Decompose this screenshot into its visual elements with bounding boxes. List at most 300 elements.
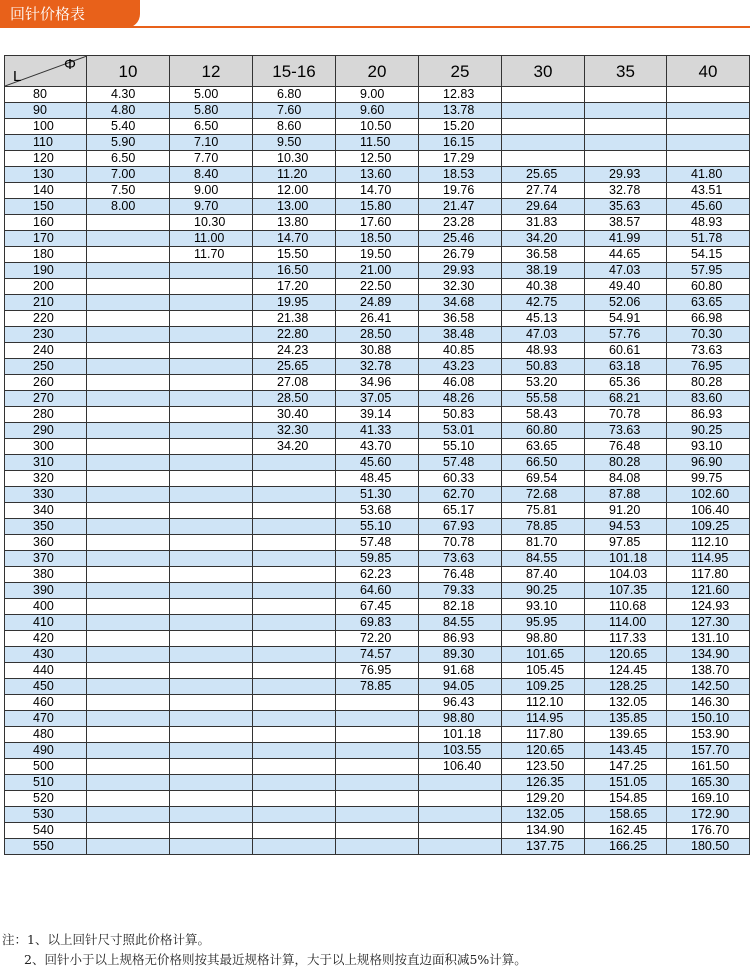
price-cell: 84.55 <box>502 551 585 567</box>
price-cell: 67.93 <box>419 519 502 535</box>
length-cell: 190 <box>5 263 87 279</box>
price-cell <box>336 791 419 807</box>
price-cell: 143.45 <box>585 743 667 759</box>
price-cell: 70.78 <box>585 407 667 423</box>
price-cell <box>170 327 253 343</box>
price-cell: 172.90 <box>667 807 750 823</box>
price-cell: 28.50 <box>336 327 419 343</box>
price-cell: 48.93 <box>667 215 750 231</box>
table-row <box>5 119 750 135</box>
price-cell: 60.61 <box>585 343 667 359</box>
table-row <box>5 679 750 695</box>
price-cell: 120.65 <box>502 743 585 759</box>
price-cell <box>253 535 336 551</box>
price-cell: 19.95 <box>253 295 336 311</box>
price-cell <box>419 823 502 839</box>
price-cell: 142.50 <box>667 679 750 695</box>
price-cell: 39.14 <box>336 407 419 423</box>
price-cell <box>170 807 253 823</box>
price-cell: 114.95 <box>502 711 585 727</box>
note-line-1: 注：1、以上回针尺寸照此价格计算。 <box>2 932 210 947</box>
price-cell: 137.75 <box>502 839 585 855</box>
price-cell <box>87 583 170 599</box>
price-cell: 96.43 <box>419 695 502 711</box>
price-cell <box>253 647 336 663</box>
price-cell <box>170 279 253 295</box>
price-cell: 19.76 <box>419 183 502 199</box>
price-cell: 154.85 <box>585 791 667 807</box>
price-cell: 76.48 <box>585 439 667 455</box>
price-cell <box>87 647 170 663</box>
price-cell <box>170 679 253 695</box>
price-cell <box>336 839 419 855</box>
price-cell: 93.10 <box>667 439 750 455</box>
price-cell: 112.10 <box>667 535 750 551</box>
price-cell: 110.68 <box>585 599 667 615</box>
price-cell <box>87 759 170 775</box>
price-cell <box>170 391 253 407</box>
length-cell: 280 <box>5 407 87 423</box>
price-cell: 16.50 <box>253 263 336 279</box>
price-cell: 24.23 <box>253 343 336 359</box>
price-cell: 30.88 <box>336 343 419 359</box>
table-row <box>5 551 750 567</box>
price-cell: 60.80 <box>502 423 585 439</box>
price-cell: 40.38 <box>502 279 585 295</box>
price-cell: 87.40 <box>502 567 585 583</box>
price-cell: 73.63 <box>585 423 667 439</box>
length-cell: 550 <box>5 839 87 855</box>
price-cell: 120.65 <box>585 647 667 663</box>
price-cell: 32.30 <box>253 423 336 439</box>
price-cell: 84.55 <box>419 615 502 631</box>
length-cell: 540 <box>5 823 87 839</box>
price-cell <box>87 375 170 391</box>
length-cell: 320 <box>5 471 87 487</box>
price-cell <box>87 391 170 407</box>
price-cell: 49.40 <box>585 279 667 295</box>
price-cell: 8.60 <box>253 119 336 135</box>
price-cell <box>170 343 253 359</box>
price-cell: 40.85 <box>419 343 502 359</box>
price-cell <box>253 775 336 791</box>
price-cell <box>502 151 585 167</box>
price-cell: 52.06 <box>585 295 667 311</box>
price-cell: 57.48 <box>419 455 502 471</box>
price-cell <box>502 87 585 103</box>
price-cell: 18.53 <box>419 167 502 183</box>
table-row <box>5 823 750 839</box>
price-cell: 50.83 <box>502 359 585 375</box>
price-cell: 13.78 <box>419 103 502 119</box>
table-row <box>5 471 750 487</box>
price-cell: 50.83 <box>419 407 502 423</box>
price-cell: 66.50 <box>502 455 585 471</box>
price-cell: 14.70 <box>253 231 336 247</box>
column-header: 10 <box>87 56 170 87</box>
price-cell: 43.70 <box>336 439 419 455</box>
price-cell <box>87 679 170 695</box>
length-cell: 310 <box>5 455 87 471</box>
price-cell: 169.10 <box>667 791 750 807</box>
price-cell: 6.50 <box>87 151 170 167</box>
table-row <box>5 663 750 679</box>
table-row <box>5 695 750 711</box>
price-cell <box>336 775 419 791</box>
price-cell: 32.30 <box>419 279 502 295</box>
price-cell: 27.08 <box>253 375 336 391</box>
price-cell: 54.15 <box>667 247 750 263</box>
price-cell <box>170 551 253 567</box>
price-cell: 180.50 <box>667 839 750 855</box>
price-cell <box>87 727 170 743</box>
price-cell: 23.28 <box>419 215 502 231</box>
price-cell: 44.65 <box>585 247 667 263</box>
price-cell: 51.30 <box>336 487 419 503</box>
price-cell: 127.30 <box>667 615 750 631</box>
price-cell: 28.50 <box>253 391 336 407</box>
price-cell <box>667 87 750 103</box>
price-cell: 19.50 <box>336 247 419 263</box>
price-cell: 67.45 <box>336 599 419 615</box>
price-cell: 97.85 <box>585 535 667 551</box>
length-cell: 80 <box>5 87 87 103</box>
price-cell: 22.80 <box>253 327 336 343</box>
price-cell <box>170 647 253 663</box>
price-cell <box>667 119 750 135</box>
price-cell: 93.10 <box>502 599 585 615</box>
price-cell: 80.28 <box>585 455 667 471</box>
price-cell: 13.60 <box>336 167 419 183</box>
price-cell <box>170 743 253 759</box>
price-cell: 48.26 <box>419 391 502 407</box>
length-cell: 200 <box>5 279 87 295</box>
price-cell: 26.79 <box>419 247 502 263</box>
length-cell: 260 <box>5 375 87 391</box>
table-row <box>5 263 750 279</box>
price-cell: 27.74 <box>502 183 585 199</box>
price-cell: 63.18 <box>585 359 667 375</box>
length-cell: 450 <box>5 679 87 695</box>
price-cell <box>170 519 253 535</box>
price-cell: 11.70 <box>170 247 253 263</box>
length-cell: 410 <box>5 615 87 631</box>
page-title-tab <box>0 0 140 28</box>
column-header: 35 <box>585 56 667 87</box>
price-cell <box>667 103 750 119</box>
price-cell: 91.20 <box>585 503 667 519</box>
price-cell: 4.80 <box>87 103 170 119</box>
table-row <box>5 839 750 855</box>
price-cell: 139.65 <box>585 727 667 743</box>
length-cell: 360 <box>5 535 87 551</box>
length-cell: 350 <box>5 519 87 535</box>
price-cell: 69.54 <box>502 471 585 487</box>
price-cell <box>253 551 336 567</box>
price-cell: 72.20 <box>336 631 419 647</box>
price-cell: 101.18 <box>419 727 502 743</box>
price-cell <box>502 135 585 151</box>
price-cell: 12.83 <box>419 87 502 103</box>
price-cell: 78.85 <box>502 519 585 535</box>
price-cell: 21.47 <box>419 199 502 215</box>
price-cell: 55.58 <box>502 391 585 407</box>
price-cell <box>253 823 336 839</box>
price-cell <box>170 631 253 647</box>
price-cell <box>87 807 170 823</box>
price-cell <box>419 839 502 855</box>
price-cell: 10.30 <box>253 151 336 167</box>
price-cell: 65.17 <box>419 503 502 519</box>
table-row <box>5 583 750 599</box>
price-cell: 5.40 <box>87 119 170 135</box>
price-cell: 72.68 <box>502 487 585 503</box>
price-cell: 64.60 <box>336 583 419 599</box>
price-cell: 132.05 <box>585 695 667 711</box>
price-cell: 65.36 <box>585 375 667 391</box>
table-row <box>5 567 750 583</box>
price-cell: 134.90 <box>667 647 750 663</box>
price-cell: 98.80 <box>419 711 502 727</box>
length-cell: 520 <box>5 791 87 807</box>
price-cell: 94.05 <box>419 679 502 695</box>
price-cell <box>336 823 419 839</box>
length-cell: 110 <box>5 135 87 151</box>
length-cell: 180 <box>5 247 87 263</box>
price-cell: 135.85 <box>585 711 667 727</box>
table-row <box>5 295 750 311</box>
price-cell: 36.58 <box>502 247 585 263</box>
length-cell: 160 <box>5 215 87 231</box>
price-cell <box>253 727 336 743</box>
price-cell: 62.70 <box>419 487 502 503</box>
table-row <box>5 743 750 759</box>
price-cell: 51.78 <box>667 231 750 247</box>
price-cell: 151.05 <box>585 775 667 791</box>
price-cell: 11.00 <box>170 231 253 247</box>
price-cell: 22.50 <box>336 279 419 295</box>
price-cell <box>87 487 170 503</box>
price-cell: 35.63 <box>585 199 667 215</box>
price-cell: 55.10 <box>419 439 502 455</box>
price-cell <box>253 455 336 471</box>
price-cell: 41.80 <box>667 167 750 183</box>
price-cell: 38.57 <box>585 215 667 231</box>
table-row <box>5 535 750 551</box>
price-cell: 9.00 <box>336 87 419 103</box>
table-row <box>5 327 750 343</box>
price-cell <box>87 567 170 583</box>
table-row <box>5 391 750 407</box>
price-cell: 89.30 <box>419 647 502 663</box>
table-row <box>5 455 750 471</box>
table-row <box>5 759 750 775</box>
table-row <box>5 519 750 535</box>
price-cell: 46.08 <box>419 375 502 391</box>
price-cell <box>419 775 502 791</box>
table-row <box>5 711 750 727</box>
table-row <box>5 199 750 215</box>
price-cell <box>419 791 502 807</box>
price-cell <box>87 439 170 455</box>
price-cell: 34.68 <box>419 295 502 311</box>
price-cell: 5.90 <box>87 135 170 151</box>
price-cell: 53.68 <box>336 503 419 519</box>
price-cell <box>170 295 253 311</box>
price-cell: 21.38 <box>253 311 336 327</box>
length-cell: 390 <box>5 583 87 599</box>
price-cell: 81.70 <box>502 535 585 551</box>
price-cell: 162.45 <box>585 823 667 839</box>
price-cell: 37.05 <box>336 391 419 407</box>
price-cell: 78.85 <box>336 679 419 695</box>
price-cell: 18.50 <box>336 231 419 247</box>
price-cell: 47.03 <box>502 327 585 343</box>
table-row <box>5 599 750 615</box>
length-cell: 440 <box>5 663 87 679</box>
price-cell: 36.58 <box>419 311 502 327</box>
table-body <box>5 87 750 855</box>
price-cell: 34.96 <box>336 375 419 391</box>
table-row <box>5 247 750 263</box>
price-cell: 29.93 <box>585 167 667 183</box>
table-row <box>5 279 750 295</box>
length-cell: 330 <box>5 487 87 503</box>
table-row <box>5 343 750 359</box>
price-cell: 4.30 <box>87 87 170 103</box>
price-cell: 70.78 <box>419 535 502 551</box>
price-cell: 34.20 <box>502 231 585 247</box>
price-cell <box>170 759 253 775</box>
price-cell: 59.85 <box>336 551 419 567</box>
length-cell: 120 <box>5 151 87 167</box>
price-cell: 38.19 <box>502 263 585 279</box>
table-header-row <box>5 56 750 87</box>
price-cell <box>253 487 336 503</box>
price-cell: 48.93 <box>502 343 585 359</box>
price-cell: 114.95 <box>667 551 750 567</box>
length-cell: 460 <box>5 695 87 711</box>
table-row <box>5 775 750 791</box>
price-cell: 83.60 <box>667 391 750 407</box>
price-cell <box>170 503 253 519</box>
price-cell: 138.70 <box>667 663 750 679</box>
price-cell: 11.50 <box>336 135 419 151</box>
price-cell: 5.80 <box>170 103 253 119</box>
price-cell <box>502 119 585 135</box>
price-cell: 10.50 <box>336 119 419 135</box>
price-cell: 24.89 <box>336 295 419 311</box>
price-cell <box>87 599 170 615</box>
price-cell: 34.20 <box>253 439 336 455</box>
column-header: 25 <box>419 56 502 87</box>
price-cell: 26.41 <box>336 311 419 327</box>
price-cell: 114.00 <box>585 615 667 631</box>
notes <box>2 930 750 970</box>
price-cell: 146.30 <box>667 695 750 711</box>
price-cell: 109.25 <box>667 519 750 535</box>
table-row <box>5 231 750 247</box>
price-cell: 86.93 <box>419 631 502 647</box>
length-cell: 130 <box>5 167 87 183</box>
price-cell <box>87 775 170 791</box>
price-cell <box>87 247 170 263</box>
diameter-axis-label: Φ <box>64 56 76 73</box>
price-cell: 17.60 <box>336 215 419 231</box>
price-cell: 109.25 <box>502 679 585 695</box>
price-cell: 166.25 <box>585 839 667 855</box>
price-cell <box>253 583 336 599</box>
price-cell: 58.43 <box>502 407 585 423</box>
price-cell <box>253 503 336 519</box>
price-cell: 29.64 <box>502 199 585 215</box>
price-cell: 16.15 <box>419 135 502 151</box>
price-cell: 76.48 <box>419 567 502 583</box>
price-cell <box>585 119 667 135</box>
price-cell: 161.50 <box>667 759 750 775</box>
price-cell: 80.28 <box>667 375 750 391</box>
price-cell: 5.00 <box>170 87 253 103</box>
price-cell: 99.75 <box>667 471 750 487</box>
price-cell: 62.23 <box>336 567 419 583</box>
price-cell <box>87 327 170 343</box>
price-cell: 63.65 <box>502 439 585 455</box>
table-row <box>5 215 750 231</box>
length-cell: 90 <box>5 103 87 119</box>
table-row <box>5 407 750 423</box>
price-cell: 9.70 <box>170 199 253 215</box>
price-cell: 6.80 <box>253 87 336 103</box>
price-cell: 131.10 <box>667 631 750 647</box>
price-cell: 41.33 <box>336 423 419 439</box>
length-cell: 500 <box>5 759 87 775</box>
length-cell: 240 <box>5 343 87 359</box>
price-cell: 124.45 <box>585 663 667 679</box>
price-cell: 69.83 <box>336 615 419 631</box>
price-cell: 43.23 <box>419 359 502 375</box>
price-cell: 75.81 <box>502 503 585 519</box>
table-row <box>5 615 750 631</box>
price-cell: 76.95 <box>336 663 419 679</box>
column-header: 12 <box>170 56 253 87</box>
table-row <box>5 311 750 327</box>
price-cell <box>170 439 253 455</box>
price-cell <box>336 695 419 711</box>
price-cell: 94.53 <box>585 519 667 535</box>
length-cell: 220 <box>5 311 87 327</box>
price-cell: 9.50 <box>253 135 336 151</box>
price-cell <box>87 743 170 759</box>
price-cell: 90.25 <box>667 423 750 439</box>
price-cell: 76.95 <box>667 359 750 375</box>
price-cell <box>253 695 336 711</box>
price-cell <box>87 503 170 519</box>
column-header: 20 <box>336 56 419 87</box>
price-cell: 11.20 <box>253 167 336 183</box>
table-row <box>5 151 750 167</box>
price-cell: 102.60 <box>667 487 750 503</box>
price-cell <box>170 823 253 839</box>
price-cell <box>585 103 667 119</box>
title-underline <box>0 26 750 28</box>
price-cell: 47.03 <box>585 263 667 279</box>
price-cell: 165.30 <box>667 775 750 791</box>
price-cell <box>87 663 170 679</box>
price-cell <box>87 407 170 423</box>
price-cell <box>87 535 170 551</box>
price-cell <box>253 839 336 855</box>
price-cell: 101.18 <box>585 551 667 567</box>
